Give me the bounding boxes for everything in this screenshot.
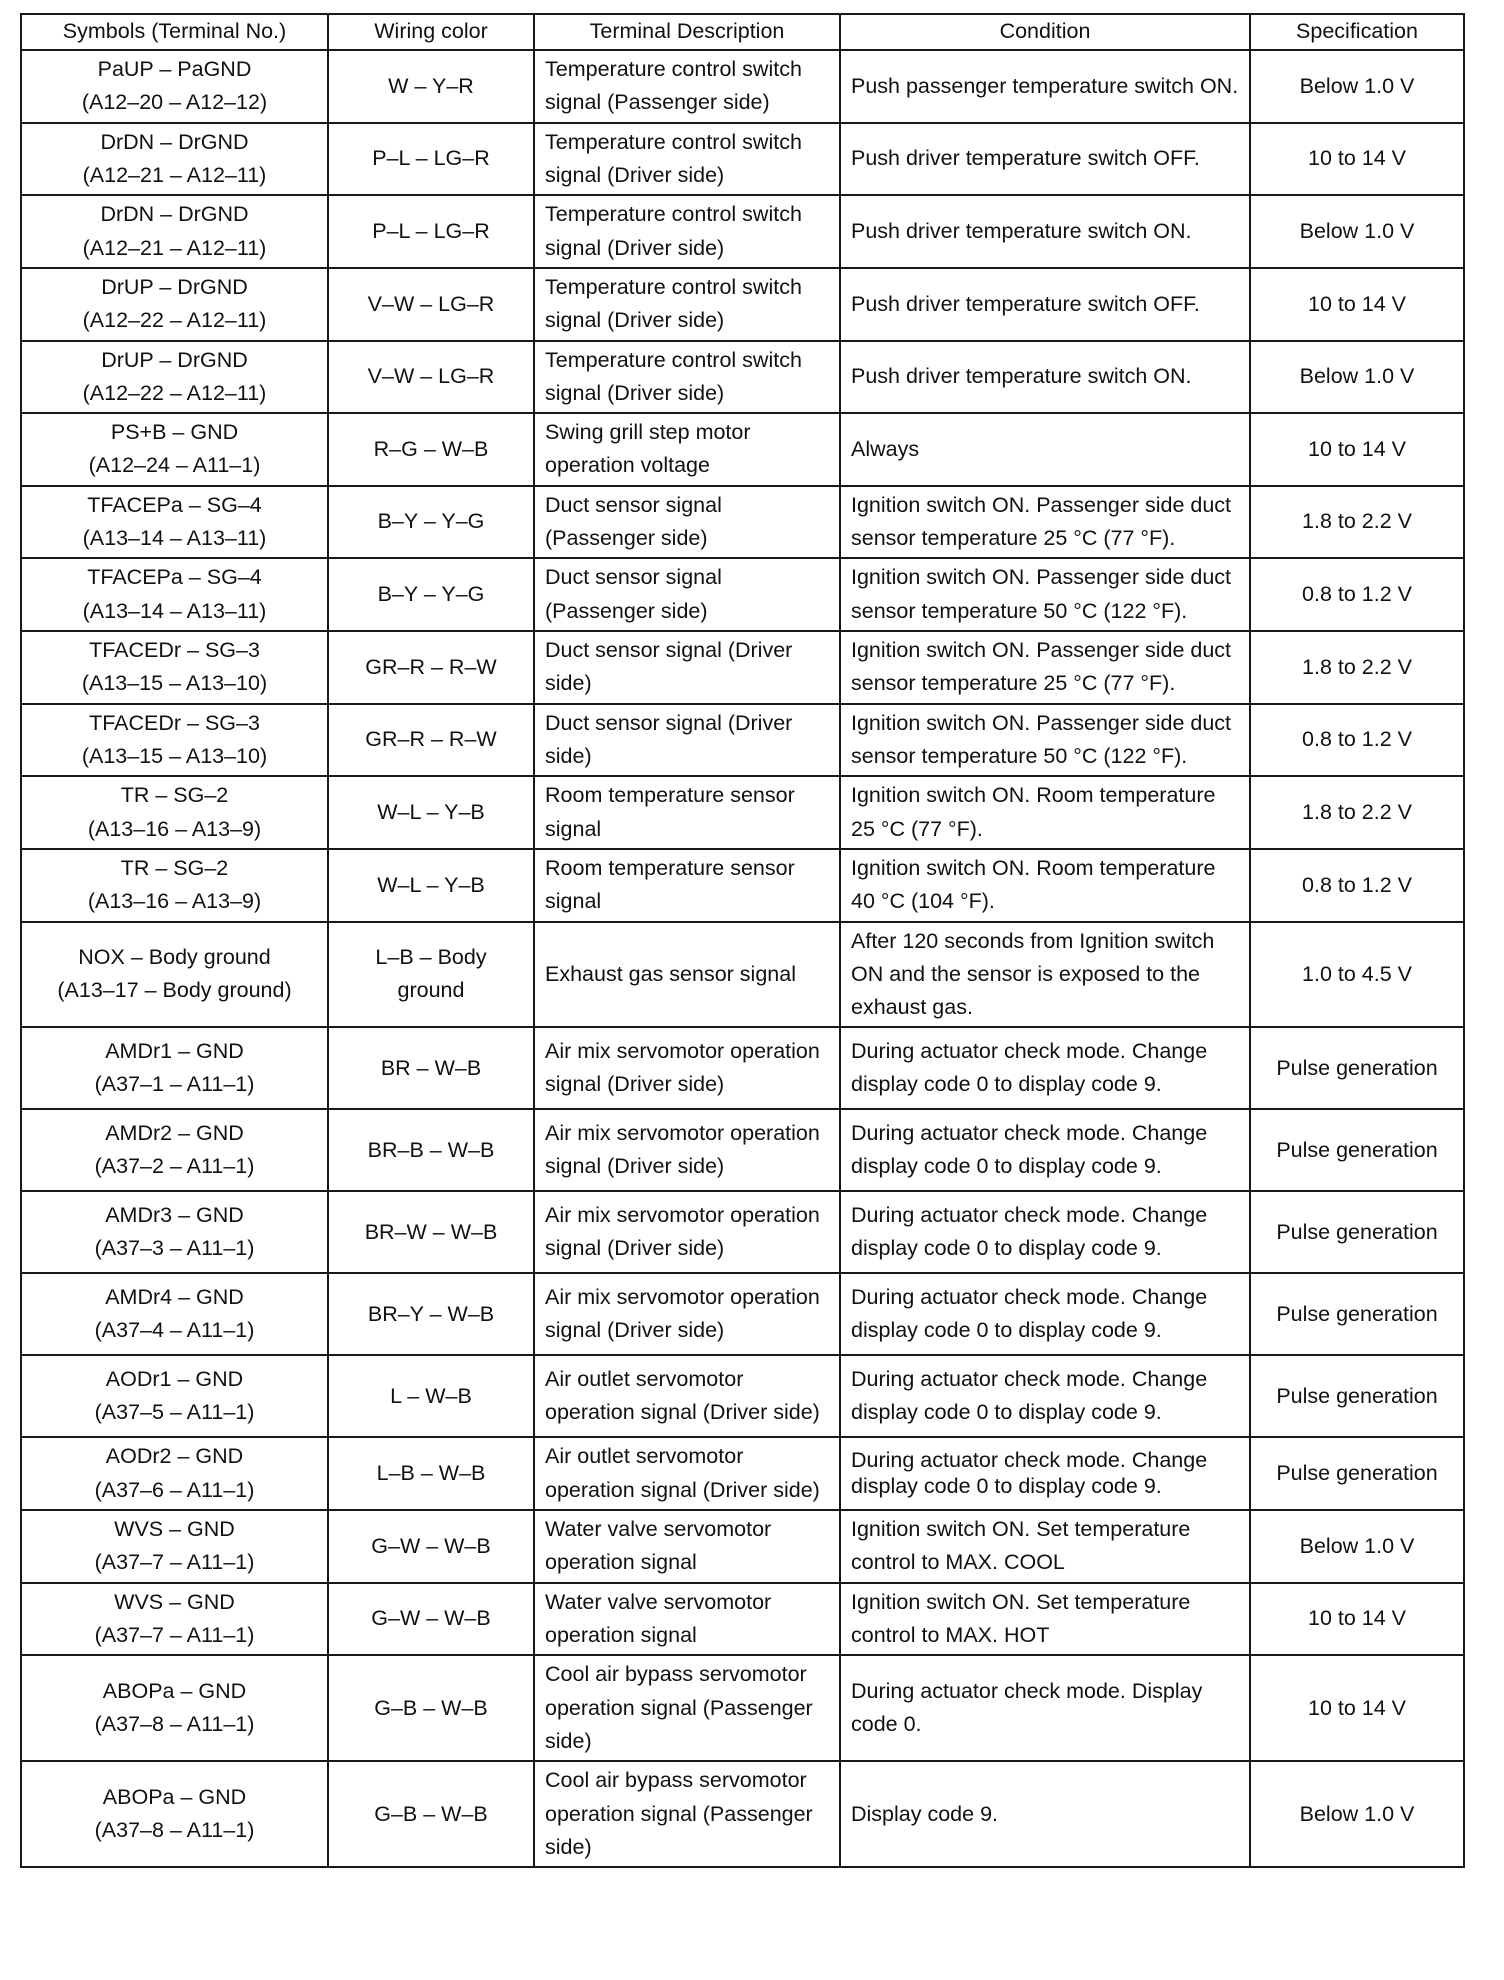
table-row [21, 268, 1464, 341]
symbol-cell [21, 1583, 328, 1656]
terminal-description-cell: Air outlet servomotor operation signal (Driver side) [534, 1355, 840, 1437]
specification-cell: Pulse generation [1250, 1191, 1464, 1273]
symbol-name: AODr1 – GND [105, 1367, 244, 1392]
table-row [21, 486, 1464, 559]
terminal-number: (A12–22 – A12–11) [82, 380, 267, 405]
symbol-cell [21, 558, 328, 631]
symbol-name: PS+B – GND [110, 420, 239, 445]
specification-cell: Below 1.0 V [1250, 1761, 1464, 1867]
terminal-number: (A13–15 – A13–10) [81, 671, 268, 696]
symbol-cell [21, 413, 328, 486]
terminal-number: (A12–21 – A12–11) [82, 162, 267, 187]
condition-cell: Ignition switch ON. Passenger side duct sensor temperature 25 °C (77 °F). [840, 486, 1250, 559]
symbol-name: WVS – GND [114, 1589, 235, 1614]
table-row [21, 1761, 1464, 1867]
wiring-color-cell: B–Y – Y–G [328, 486, 534, 559]
wiring-color-cell: G–B – W–B [328, 1761, 534, 1867]
terminal-description-cell: Temperature control switch signal (Driver side) [534, 268, 840, 341]
table-row [21, 849, 1464, 922]
header-wiring-color: Wiring color [328, 14, 534, 50]
specification-cell: 10 to 14 V [1250, 413, 1464, 486]
terminal-number: (A37–2 – A11–1) [94, 1154, 255, 1179]
wiring-color-cell: B–Y – Y–G [328, 558, 534, 631]
symbol-name: TFACEPa – SG–4 [87, 492, 262, 517]
condition-cell: During actuator check mode. Change display code 0 to display code 9. [840, 1273, 1250, 1355]
symbol-name: NOX – Body ground [78, 945, 271, 970]
terminal-description-cell: Air mix servomotor operation signal (Driver side) [534, 1191, 840, 1273]
symbol-cell [21, 1027, 328, 1109]
wiring-color-cell: W – Y–R [328, 50, 534, 123]
header-row [21, 14, 1464, 50]
condition-cell: Ignition switch ON. Passenger side duct sensor temperature 50 °C (122 °F). [840, 704, 1250, 777]
table-row [21, 1583, 1464, 1656]
table-row [21, 195, 1464, 268]
symbol-name: AMDr2 – GND [105, 1121, 244, 1146]
condition-cell: Ignition switch ON. Set temperature control to MAX. HOT [840, 1583, 1250, 1656]
specification-cell: 1.0 to 4.5 V [1250, 922, 1464, 1028]
symbol-cell [21, 1109, 328, 1191]
symbol-name: AMDr4 – GND [105, 1285, 244, 1310]
wiring-color-cell: G–W – W–B [328, 1583, 534, 1656]
table-row [21, 922, 1464, 1028]
symbol-cell [21, 1437, 328, 1510]
wiring-color-cell: BR–Y – W–B [328, 1273, 534, 1355]
specification-cell: Pulse generation [1250, 1437, 1464, 1510]
symbol-cell [21, 922, 328, 1028]
terminal-description-cell: Temperature control switch signal (Driver side) [534, 341, 840, 414]
terminal-description-cell: Duct sensor signal (Passenger side) [534, 558, 840, 631]
condition-cell: Push driver temperature switch ON. [840, 195, 1250, 268]
table-row [21, 704, 1464, 777]
condition-cell: Push driver temperature switch OFF. [840, 123, 1250, 196]
terminal-number: (A12–21 – A12–11) [82, 235, 267, 260]
terminal-description-cell: Temperature control switch signal (Passenger side) [534, 50, 840, 123]
terminal-number: (A37–1 – A11–1) [94, 1072, 255, 1097]
specification-cell: 10 to 14 V [1250, 1655, 1464, 1761]
symbol-cell [21, 1655, 328, 1761]
symbol-name: DrUP – DrGND [101, 347, 248, 372]
wiring-color-cell: R–G – W–B [328, 413, 534, 486]
symbol-cell [21, 1273, 328, 1355]
symbol-name: WVS – GND [114, 1517, 235, 1542]
symbol-cell [21, 123, 328, 196]
symbol-cell [21, 486, 328, 559]
condition-cell: Push driver temperature switch ON. [840, 341, 1250, 414]
wiring-color-cell: BR–W – W–B [328, 1191, 534, 1273]
symbol-name: TR – SG–2 [120, 855, 229, 880]
terminal-number: (A37–8 – A11–1) [94, 1818, 255, 1843]
specification-cell: Pulse generation [1250, 1355, 1464, 1437]
symbol-name: ABOPa – GND [102, 1784, 247, 1809]
symbol-cell [21, 849, 328, 922]
symbol-cell [21, 341, 328, 414]
terminal-number: (A13–16 – A13–9) [87, 816, 262, 841]
terminal-description-cell: Temperature control switch signal (Driver side) [534, 123, 840, 196]
terminal-description-cell: Air outlet servomotor operation signal (Driver side) [534, 1437, 840, 1510]
terminal-description-cell: Duct sensor signal (Passenger side) [534, 486, 840, 559]
symbol-cell [21, 1761, 328, 1867]
table-body [21, 50, 1464, 1867]
symbol-cell [21, 1510, 328, 1583]
symbol-name: TFACEDr – SG–3 [89, 710, 260, 735]
terminal-description-cell: Cool air bypass servomotor operation signal (Passenger side) [534, 1655, 840, 1761]
terminal-description-cell: Temperature control switch signal (Driver side) [534, 195, 840, 268]
specification-cell: 10 to 14 V [1250, 1583, 1464, 1656]
specification-cell: Pulse generation [1250, 1273, 1464, 1355]
symbol-name: DrDN – DrGND [100, 129, 249, 154]
wiring-color-cell: W–L – Y–B [328, 776, 534, 849]
table-row [21, 1510, 1464, 1583]
symbol-name: DrUP – DrGND [101, 274, 248, 299]
table-row [21, 776, 1464, 849]
wiring-color-cell: P–L – LG–R [328, 123, 534, 196]
wiring-color-cell: GR–R – R–W [328, 704, 534, 777]
condition-cell: Ignition switch ON. Room temperature 25 °C (77 °F). [840, 776, 1250, 849]
header-specification: Specification [1250, 14, 1464, 50]
table-row [21, 1273, 1464, 1355]
specification-cell: Pulse generation [1250, 1109, 1464, 1191]
table-row [21, 413, 1464, 486]
header-condition: Condition [840, 14, 1250, 50]
terminal-number: (A37–4 – A11–1) [94, 1318, 255, 1343]
condition-cell: During actuator check mode. Change display code 0 to display code 9. [840, 1027, 1250, 1109]
specification-cell: Below 1.0 V [1250, 1510, 1464, 1583]
terminal-description-cell: Room temperature sensor signal [534, 849, 840, 922]
terminal-number: (A37–8 – A11–1) [94, 1712, 255, 1737]
symbol-name: AMDr3 – GND [105, 1203, 244, 1228]
specification-cell: 1.8 to 2.2 V [1250, 631, 1464, 704]
table-row [21, 1655, 1464, 1761]
wiring-color-cell: V–W – LG–R [328, 268, 534, 341]
condition-cell: During actuator check mode. Display code 0. [840, 1655, 1250, 1761]
wiring-color-cell: G–W – W–B [328, 1510, 534, 1583]
symbol-name: DrDN – DrGND [100, 202, 249, 227]
table-row [21, 631, 1464, 704]
condition-cell: Ignition switch ON. Passenger side duct sensor temperature 25 °C (77 °F). [840, 631, 1250, 704]
specification-cell: 10 to 14 V [1250, 123, 1464, 196]
table-row [21, 1027, 1464, 1109]
terminal-number: (A12–20 – A12–12) [81, 90, 268, 115]
specification-cell: 0.8 to 1.2 V [1250, 704, 1464, 777]
terminal-description-cell: Exhaust gas sensor signal [534, 922, 840, 1028]
wiring-color-cell: GR–R – R–W [328, 631, 534, 704]
condition-cell: Always [840, 413, 1250, 486]
terminal-description-cell: Duct sensor signal (Driver side) [534, 631, 840, 704]
terminal-description-cell: Air mix servomotor operation signal (Driver side) [534, 1027, 840, 1109]
condition-cell: Ignition switch ON. Passenger side duct sensor temperature 50 °C (122 °F). [840, 558, 1250, 631]
table-row [21, 1191, 1464, 1273]
symbol-cell [21, 50, 328, 123]
terminal-number: (A37–7 – A11–1) [94, 1550, 255, 1575]
terminal-description-cell: Cool air bypass servomotor operation signal (Passenger side) [534, 1761, 840, 1867]
condition-cell: During actuator check mode. Change display code 0 to display code 9. [840, 1109, 1250, 1191]
terminal-description-cell: Room temperature sensor signal [534, 776, 840, 849]
wiring-color-cell: L–B – Body ground [328, 922, 534, 1028]
wiring-color-cell: L – W–B [328, 1355, 534, 1437]
terminal-number: (A12–22 – A12–11) [82, 308, 267, 333]
terminal-number: (A13–14 – A13–11) [82, 526, 267, 551]
condition-cell: Display code 9. [840, 1761, 1250, 1867]
symbol-cell [21, 195, 328, 268]
table-row [21, 1355, 1464, 1437]
terminal-number: (A37–3 – A11–1) [94, 1236, 255, 1261]
symbol-name: ABOPa – GND [102, 1678, 247, 1703]
wiring-color-cell: W–L – Y–B [328, 849, 534, 922]
specification-cell: Below 1.0 V [1250, 195, 1464, 268]
symbol-name: AMDr1 – GND [105, 1039, 244, 1064]
symbol-cell [21, 776, 328, 849]
symbol-name: TR – SG–2 [120, 783, 229, 808]
table-row [21, 1437, 1464, 1510]
specification-cell: 0.8 to 1.2 V [1250, 849, 1464, 922]
symbol-cell [21, 1355, 328, 1437]
terminal-number: (A13–17 – Body ground) [57, 978, 292, 1003]
terminal-number: (A37–7 – A11–1) [94, 1623, 255, 1647]
condition-cell: Push passenger temperature switch ON. [840, 50, 1250, 123]
specification-cell: Below 1.0 V [1250, 50, 1464, 123]
condition-cell: During actuator check mode. Change display code 0 to display code 9. [840, 1191, 1250, 1273]
wiring-color-cell: BR – W–B [328, 1027, 534, 1109]
specification-cell: 1.8 to 2.2 V [1250, 486, 1464, 559]
wiring-color-cell: V–W – LG–R [328, 341, 534, 414]
symbol-name: TFACEPa – SG–4 [87, 565, 262, 590]
table-row [21, 558, 1464, 631]
symbol-name: AODr2 – GND [105, 1444, 244, 1469]
table-row [21, 341, 1464, 414]
terminal-number: (A13–14 – A13–11) [82, 598, 267, 623]
terminal-description-cell: Air mix servomotor operation signal (Driver side) [534, 1273, 840, 1355]
symbol-name: PaUP – PaGND [97, 57, 252, 81]
condition-cell: Ignition switch ON. Room temperature 40 °C (104 °F). [840, 849, 1250, 922]
terminal-number: (A37–6 – A11–1) [94, 1477, 255, 1502]
condition-cell: Ignition switch ON. Set temperature control to MAX. COOL [840, 1510, 1250, 1583]
terminal-spec-table [20, 13, 1465, 1868]
wiring-color-cell: P–L – LG–R [328, 195, 534, 268]
terminal-number: (A37–5 – A11–1) [94, 1400, 255, 1425]
terminal-number: (A13–15 – A13–10) [81, 743, 268, 768]
terminal-number: (A12–24 – A11–1) [88, 453, 261, 478]
terminal-number: (A13–16 – A13–9) [87, 889, 262, 914]
specification-cell: Below 1.0 V [1250, 341, 1464, 414]
wiring-color-cell: L–B – W–B [328, 1437, 534, 1510]
condition-cell: During actuator check mode. Change display code 0 to display code 9. [840, 1437, 1250, 1510]
table-row [21, 1109, 1464, 1191]
terminal-description-cell: Water valve servomotor operation signal [534, 1583, 840, 1656]
specification-cell: 1.8 to 2.2 V [1250, 776, 1464, 849]
table-row [21, 50, 1464, 123]
terminal-description-cell: Air mix servomotor operation signal (Driver side) [534, 1109, 840, 1191]
specification-cell: Pulse generation [1250, 1027, 1464, 1109]
terminal-description-cell: Water valve servomotor operation signal [534, 1510, 840, 1583]
specification-cell: 0.8 to 1.2 V [1250, 558, 1464, 631]
specification-cell: 10 to 14 V [1250, 268, 1464, 341]
symbol-cell [21, 1191, 328, 1273]
terminal-description-cell: Swing grill step motor operation voltage [534, 413, 840, 486]
terminal-description-cell: Duct sensor signal (Driver side) [534, 704, 840, 777]
symbol-cell [21, 631, 328, 704]
symbol-name: TFACEDr – SG–3 [89, 638, 260, 662]
header-symbols: Symbols (Terminal No.) [21, 14, 328, 50]
table-row [21, 123, 1464, 196]
wiring-color-cell: BR–B – W–B [328, 1109, 534, 1191]
condition-cell: Push driver temperature switch OFF. [840, 268, 1250, 341]
wiring-color-cell: G–B – W–B [328, 1655, 534, 1761]
condition-cell: After 120 seconds from Ignition switch ON and the sensor is exposed to the exhaust gas. [840, 922, 1250, 1028]
symbol-cell [21, 704, 328, 777]
symbol-cell [21, 268, 328, 341]
header-terminal-description: Terminal Description [534, 14, 840, 50]
condition-cell: During actuator check mode. Change display code 0 to display code 9. [840, 1355, 1250, 1437]
